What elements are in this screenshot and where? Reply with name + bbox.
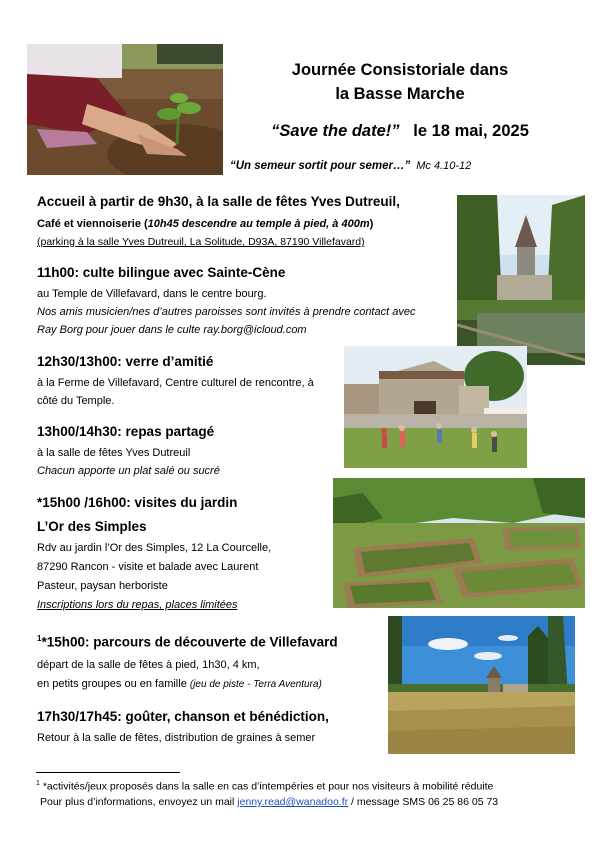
photo-ferme [344,346,527,468]
repas-line-1: à la salle de fêtes Yves Dutreuil [37,447,191,459]
email-link[interactable]: jenny.read@wanadoo.fr [237,796,349,808]
gouter-heading: 17h30/17h45: goûter, chanson et bénédiction, [37,709,329,724]
save-the-date-label: “Save the date!” [271,122,400,140]
bible-verse [230,160,471,172]
verre-heading: 12h30/13h00: verre d’amitié [37,354,214,369]
jardin-line-3: Pasteur, paysan herboriste [37,580,168,592]
culte-line-1: au Temple de Villefavard, dans le centre bourg. [37,288,267,300]
accueil-heading: Accueil à partir de 9h30, à la salle de fêtes Yves Dutreuil, [37,194,400,209]
event-date: le 18 mai, 2025 [413,122,529,140]
culte-line-3: Ray Borg pour jouer dans le culte ray.borg@icloud.com [37,324,307,336]
jardin-line-1: Rdv au jardin l’Or des Simples, 12 La Courcelle, [37,542,272,554]
culte-heading: 11h00: culte bilingue avec Sainte-Cène [37,265,286,280]
photo-jardin [333,478,585,608]
parcours-line-2: en petits groupes ou en famille (jeu de piste - Terra Aventura) [37,678,322,690]
accueil-line-1: Café et viennoiserie (10h45 descendre au temple à pied, à 400m) [37,218,374,230]
jardin-line-2: 87290 Rancon - visite et balade avec Laurent [37,561,259,573]
parcours-line-1: départ de la salle de fêtes à pied, 1h30, 4 km, [37,659,260,671]
jardin-inscriptions: Inscriptions lors du repas, places limitées [37,599,238,611]
verre-line-1: à la Ferme de Villefavard, Centre culturel de rencontre, à [37,377,314,389]
photo-planting [27,44,223,175]
jardin-heading-2: L’Or des Simples [37,519,147,534]
footnote-divider [36,772,180,773]
verre-line-2: côté du Temple. [37,395,115,407]
repas-heading: 13h00/14h30: repas partagé [37,424,215,439]
title-line-1: Journée Consistoriale dans [291,61,509,79]
jardin-heading-1: *15h00 /16h00: visites du jardin [37,495,238,510]
contact-info: Pour plus d’informations, envoyez un mail jenny.read@wanadoo.fr / message SMS 06 25 86 05 73 [40,796,499,808]
culte-line-2: Nos amis musicien/nes d’autres paroisses sont invités à prendre contact avec [37,306,416,318]
verse-text: “Un semeur sortit pour semer…” [230,160,411,172]
save-the-date [250,122,550,141]
parcours-heading: $^1$*15h00: parcours de découverte de Villefavard [37,634,338,650]
footnote: $^1$ *activités/jeux proposés dans la salle en cas d’intempéries et pour nos visiteurs à mobilité réduite [36,780,494,793]
title-line-2: la Basse Marche [335,85,465,103]
event-title [250,58,550,106]
gouter-line-1: Retour à la salle de fêtes, distribution de graines à semer [37,732,316,744]
photo-village [388,616,575,754]
repas-line-2: Chacun apporte un plat salé ou sucré [37,465,220,477]
verse-reference: Mc 4.10-12 [416,160,472,172]
accueil-parking: (parking à la salle Yves Dutreuil, La Solitude, D93A, 87190 Villefavard) [37,236,365,248]
photo-temple [457,195,585,365]
